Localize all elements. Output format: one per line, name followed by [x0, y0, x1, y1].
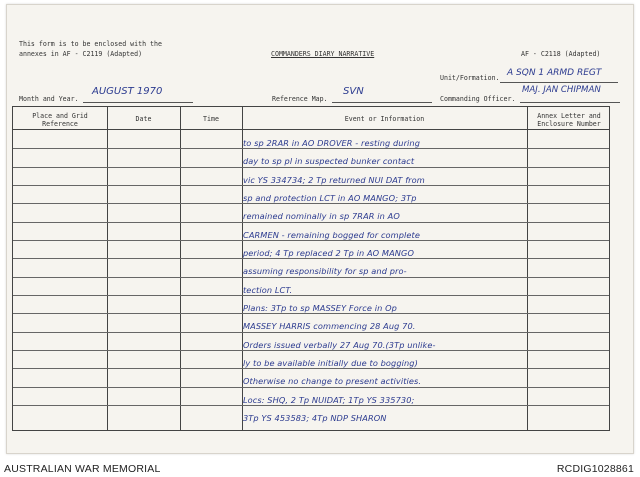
narrative-line: ly to be available initially due to bogging) [243, 358, 418, 368]
month-label: Month and Year. [19, 95, 79, 103]
diary-table [12, 106, 610, 431]
column-divider [107, 107, 108, 430]
form-code: AF - C2118 (Adapted) [521, 50, 601, 58]
row-line [13, 203, 609, 204]
footer-source: AUSTRALIAN WAR MEMORIAL [4, 463, 161, 475]
row-line [13, 405, 609, 406]
narrative-line: sp and protection LCT in AO MANGO; 3Tp [243, 193, 417, 203]
header-date: Date [135, 115, 152, 123]
map-value: SVN [343, 86, 364, 97]
unit-value: A SQN 1 ARMD REGT [507, 68, 602, 78]
form-instruction-line2: annexes in AF - C2119 (Adapted) [19, 50, 143, 58]
narrative-line: Locs: SHQ, 2 Tp NUIDAT; 1Tp YS 335730; [243, 395, 415, 405]
month-underline [83, 102, 193, 103]
unit-underline [500, 82, 618, 83]
row-line [13, 332, 609, 333]
narrative-line: vic YS 334734; 2 Tp returned NUI DAT from [243, 175, 425, 185]
narrative-line: 3Tp YS 453583; 4Tp NDP SHARON [243, 413, 387, 423]
header-time: Time [203, 115, 219, 123]
row-line [13, 295, 609, 296]
narrative-line: day to sp pl in suspected bunker contact [243, 156, 415, 166]
header-event: Event or Information [344, 115, 425, 123]
narrative-line: to sp 2RAR in AO DROVER - resting during [243, 138, 421, 148]
narrative-line: period; 4 Tp replaced 2 Tp in AO MANGO [243, 248, 414, 258]
map-underline [332, 102, 432, 103]
narrative-line: Otherwise no change to present activities. [243, 376, 422, 386]
column-divider [180, 107, 181, 430]
officer-label: Commanding Officer. [440, 95, 516, 103]
narrative-line: Plans: 3Tp to sp MASSEY Force in Op [243, 303, 397, 313]
row-line [13, 258, 609, 259]
row-line [13, 222, 609, 223]
month-value: AUGUST 1970 [92, 86, 163, 97]
narrative-line: assuming responsibility for sp and pro- [243, 266, 407, 276]
narrative-line: tection LCT. [243, 285, 293, 295]
row-line [13, 167, 609, 168]
row-line [13, 387, 609, 388]
header-place-grid: Place and Grid Reference [32, 112, 88, 128]
narrative-line: Orders issued verbally 27 Aug 70.(3Tp unlike- [243, 340, 436, 350]
row-line [13, 313, 609, 314]
row-line [13, 368, 609, 369]
narrative-line: MASSEY HARRIS commencing 28 Aug 70. [243, 321, 416, 331]
officer-underline [520, 102, 620, 103]
header-annex: Annex Letter and Enclosure Number [537, 112, 601, 128]
row-line [13, 185, 609, 186]
narrative-line: remained nominally in sp 7RAR in AO [243, 211, 400, 221]
form-instruction-line1: This form is to be enclosed with the [19, 40, 162, 48]
narrative-line: CARMEN - remaining bogged for complete [243, 230, 420, 240]
map-label: Reference Map. [272, 95, 328, 103]
column-divider [527, 107, 528, 430]
row-line [13, 148, 609, 149]
row-line [13, 350, 609, 351]
footer-record-id: RCDIG1028861 [556, 463, 634, 475]
row-line [13, 277, 609, 278]
officer-value: MAJ. JAN CHIPMAN [522, 85, 601, 95]
row-line [13, 240, 609, 241]
unit-label: Unit/Formation. [440, 74, 500, 82]
form-title: COMMANDERS DIARY NARRATIVE [271, 50, 375, 58]
header-divider [13, 129, 609, 130]
